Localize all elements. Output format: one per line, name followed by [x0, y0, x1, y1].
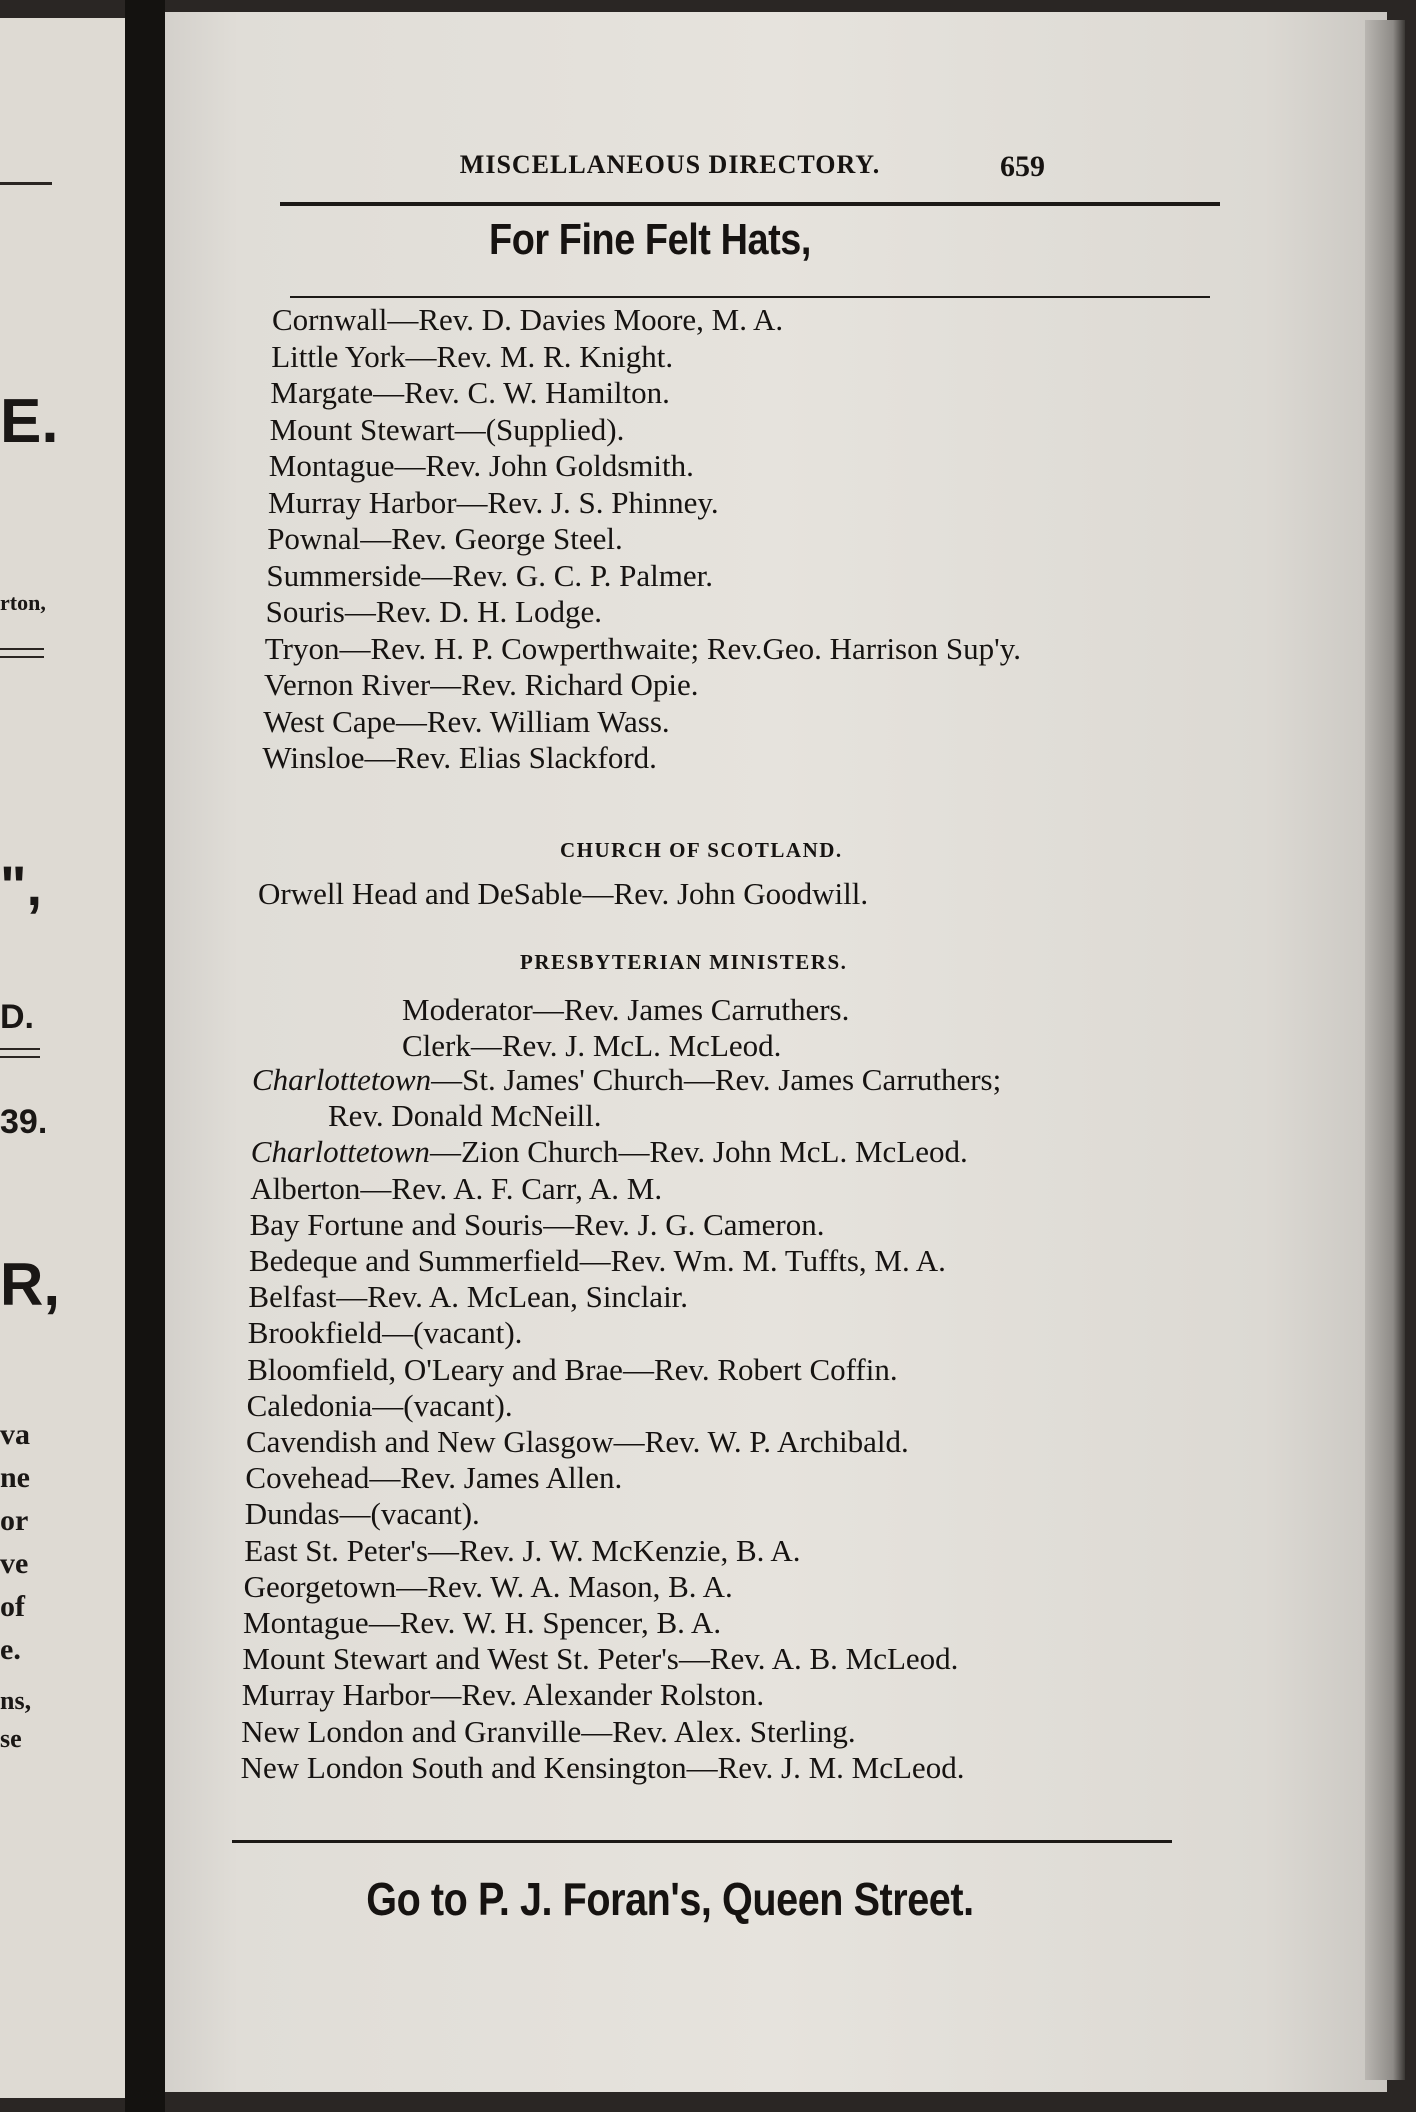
left-page-rule: [0, 1048, 40, 1050]
entry-minister: —Rev. C. W. Hamilton.: [373, 375, 670, 410]
entry-minister: —Rev. A. F. Carr, A. M.: [360, 1170, 663, 1206]
presbyterian-entry: [244, 1569, 733, 1605]
entry-minister: —Rev. A. McLean, Sinclair.: [336, 1279, 689, 1315]
entry-place: Moderator: [402, 992, 533, 1027]
left-page-rule: [0, 648, 44, 650]
entry-minister: —Rev. John Goldsmith.: [394, 448, 694, 483]
methodist-entry: [264, 667, 698, 703]
entry-place: Brookfield: [247, 1315, 383, 1351]
presbyterian-entry: [246, 1424, 909, 1460]
presbyterian-entry: [243, 1605, 721, 1641]
advertisement-top: For Fine Felt Hats,: [489, 215, 811, 264]
methodist-entry: [262, 740, 657, 776]
entry-place: Margate: [270, 375, 374, 410]
entry-place: Cornwall: [272, 302, 388, 337]
methodist-entry: [271, 339, 673, 375]
page-number: 659: [1000, 150, 1045, 183]
entry-minister: —Rev. J. G. Cameron.: [543, 1206, 825, 1242]
entry-place: Clerk: [402, 1028, 471, 1063]
entry-minister: —Rev. W. A. Mason, B. A.: [396, 1568, 733, 1604]
entry-minister: —Rev. D. H. Lodge.: [344, 594, 602, 629]
entry-place: Montague: [243, 1605, 369, 1640]
left-page-fragment: ns,: [0, 1686, 32, 1715]
entry-place: Little York: [271, 338, 406, 374]
presbyterian-entry: [251, 1134, 968, 1170]
entry-minister: —(vacant).: [372, 1387, 513, 1423]
entry-minister: —Rev. J. McL. McLeod.: [470, 1028, 782, 1063]
presbyterian-entry: [252, 1062, 1001, 1098]
presbyterian-entry: [248, 1279, 688, 1315]
entry-place: Alberton: [250, 1170, 361, 1206]
entry-place: New London South and Kensington: [240, 1749, 687, 1785]
entry-minister: —Rev. Alexander Rolston.: [430, 1677, 765, 1713]
ad-top-rule: [290, 296, 1210, 298]
presbyterian-entry: [245, 1460, 622, 1496]
advertisement-bottom: Go to P. J. Foran's, Queen Street.: [366, 1873, 974, 1925]
presbyterian-entry: [250, 1171, 662, 1207]
entry-minister: —Rev. William Wass.: [395, 703, 670, 739]
entry-minister: —Rev. H. P. Cowperthwaite; Rev.Geo. Harrison Sup'y.: [339, 630, 1021, 666]
header-rule: [280, 202, 1220, 206]
running-head: MISCELLANEOUS DIRECTORY.: [459, 150, 881, 179]
page-edge: [1365, 20, 1405, 2080]
entry-place: Cavendish and New Glasgow: [246, 1424, 614, 1459]
methodist-entry: [263, 704, 669, 740]
entry-place: Bedeque and Summerfield: [249, 1243, 580, 1278]
left-page-fragment: of: [0, 1590, 25, 1623]
methodist-entry: [270, 375, 670, 411]
entry-place: Souris: [265, 594, 345, 629]
left-page-rule: [0, 182, 52, 185]
entry-place: West Cape: [263, 703, 396, 739]
entry-minister: —Rev. Robert Coffin.: [622, 1351, 898, 1387]
methodist-entry: [266, 594, 602, 630]
entry-minister: —Rev. J. W. McKenzie, B. A.: [428, 1532, 801, 1568]
presbyterian-officer: [402, 992, 849, 1028]
section-heading-church-of-scotland: CHURCH OF SCOTLAND.: [560, 838, 843, 862]
entry-minister: —(vacant).: [382, 1315, 523, 1351]
methodist-entry: [270, 412, 625, 448]
left-page-fragment: e.: [0, 1633, 21, 1666]
entry-minister: —Rev. J. M. McLeod.: [686, 1749, 965, 1785]
entry-place: Bay Fortune and Souris: [249, 1206, 544, 1242]
entry-minister: —Rev. M. R. Knight.: [405, 338, 674, 374]
entry-place: Tryon: [264, 630, 340, 666]
entry-minister: —Rev. J. S. Phinney.: [456, 484, 719, 520]
entry-minister: —St. James' Church—Rev. James Carruthers;: [431, 1062, 1002, 1097]
entry-place: Georgetown: [243, 1568, 397, 1604]
methodist-entry: [265, 631, 1021, 667]
methodist-entry: [268, 485, 719, 521]
presbyterian-entry: [242, 1677, 764, 1713]
ad-bottom-rule: [232, 1840, 1172, 1843]
entry-place: New London and Granville: [241, 1713, 582, 1749]
section-heading-presbyterian: PRESBYTERIAN MINISTERS.: [520, 950, 848, 974]
presbyterian-entry: [244, 1533, 800, 1569]
left-page-fragment: ve: [0, 1547, 29, 1580]
presbyterian-entry: [241, 1714, 855, 1750]
entry-place: Mount Stewart and West St. Peter's: [242, 1641, 679, 1677]
entry-place: Summerside: [266, 557, 422, 593]
left-page-fragment: rton,: [0, 590, 46, 615]
left-page-fragment: D.: [0, 998, 34, 1036]
entry-minister: —Rev. Elias Slackford.: [364, 740, 657, 775]
presbyterian-entry: [242, 1641, 958, 1677]
methodist-entry: [266, 558, 713, 594]
entry-place: Vernon River: [264, 667, 431, 702]
entry-minister: —Rev. James Carruthers.: [532, 992, 850, 1027]
church-of-scotland-entry: [258, 876, 868, 912]
entry-minister: —Rev. A. B. McLeod.: [678, 1641, 959, 1677]
methodist-entry: [267, 521, 623, 557]
entry-minister: —Rev. W. P. Archibald.: [613, 1424, 909, 1459]
left-page-fragment: ne: [0, 1461, 30, 1494]
entry-place: Montague: [268, 448, 395, 483]
presbyterian-entry: [249, 1243, 946, 1279]
left-page-fragment: se: [0, 1724, 22, 1753]
entry-place: Murray Harbor: [268, 484, 457, 520]
methodist-entry: [272, 302, 783, 338]
left-page-rule: [0, 656, 44, 658]
left-page-fragment: ",: [0, 854, 43, 917]
entry-minister: —Rev. John Goodwill.: [582, 876, 869, 911]
book-gutter: [125, 0, 165, 2112]
entry-minister: —Rev. Richard Opie.: [430, 667, 699, 702]
entry-place: East St. Peter's: [244, 1532, 429, 1568]
entry-minister: —Rev. G. C. P. Palmer.: [421, 557, 714, 593]
left-page-rule: [0, 1056, 40, 1058]
entry-place: Dundas: [244, 1496, 340, 1532]
entry-minister: Rev. Donald McNeill.: [328, 1098, 602, 1134]
presbyterian-entry: [250, 1207, 825, 1243]
left-page-fragment: or: [0, 1504, 29, 1537]
entry-minister: —Rev. James Allen.: [369, 1460, 623, 1496]
entry-minister: —(Supplied).: [454, 411, 625, 447]
entry-place: Bloomfield, O'Leary and Brae: [247, 1351, 623, 1387]
left-page-fragment: E.: [0, 387, 59, 456]
presbyterian-entry: [248, 1315, 523, 1351]
entry-place: Charlottetown: [250, 1134, 430, 1170]
entry-place: Orwell Head and DeSable: [258, 876, 583, 911]
left-page-fragment: 39.: [0, 1103, 48, 1141]
entry-place: Mount Stewart: [269, 411, 455, 447]
presbyterian-entry: [245, 1496, 480, 1532]
left-page-fragment: R,: [0, 1251, 60, 1318]
presbyterian-entry: [328, 1098, 602, 1134]
presbyterian-officer: [402, 1028, 781, 1064]
methodist-entry: [269, 448, 694, 484]
entry-place: Belfast: [248, 1279, 337, 1315]
left-page-fragment: va: [0, 1418, 30, 1451]
entry-place: Winsloe: [262, 740, 365, 775]
presbyterian-entry: [247, 1352, 897, 1388]
entry-minister: —(vacant).: [339, 1496, 480, 1532]
entry-minister: —Rev. Wm. M. Tuffts, M. A.: [579, 1243, 946, 1278]
entry-minister: —Rev. George Steel.: [360, 521, 623, 556]
entry-minister: —Zion Church—Rev. John McL. McLeod.: [429, 1134, 968, 1170]
entry-minister: —Rev. D. Davies Moore, M. A.: [387, 302, 784, 337]
entry-place: Murray Harbor: [241, 1677, 431, 1713]
entry-place: Caledonia: [246, 1387, 373, 1423]
presbyterian-entry: [247, 1388, 513, 1424]
entry-minister: —Rev. Alex. Sterling.: [581, 1713, 856, 1749]
entry-minister: —Rev. W. H. Spencer, B. A.: [368, 1605, 722, 1640]
entry-place: Charlottetown: [252, 1062, 432, 1097]
entry-place: Pownal: [267, 521, 361, 556]
entry-place: Covehead: [245, 1460, 370, 1496]
presbyterian-entry: [241, 1750, 965, 1786]
